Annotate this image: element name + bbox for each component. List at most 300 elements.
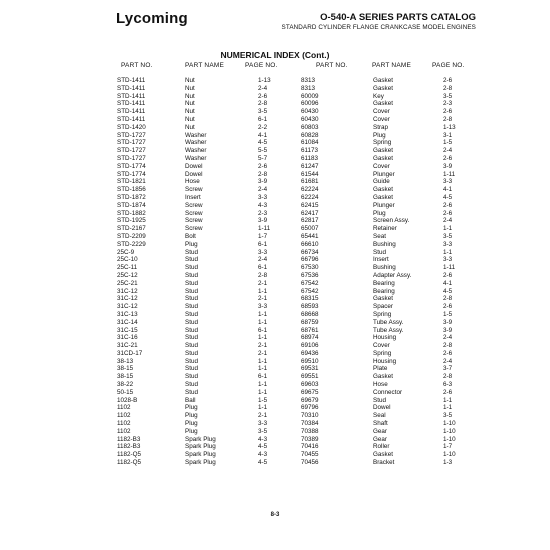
page-number-cell: 1-1 <box>443 404 453 412</box>
page-number-cell: 3-3 <box>443 256 453 264</box>
page-number-cell: 4-3 <box>258 201 268 209</box>
part-number-cell: 69106 <box>301 342 319 350</box>
page-number-cell: 4-5 <box>258 443 268 451</box>
left-header-part-no: PART NO. <box>121 62 153 69</box>
part-number-cell: 61084 <box>301 139 319 147</box>
part-name-cell: Stud <box>373 396 386 404</box>
page-number-cell: 1-1 <box>258 310 268 318</box>
page-number-cell: 3-9 <box>443 326 453 334</box>
page-number-cell: 2-4 <box>443 147 453 155</box>
page-number-cell: 2-1 <box>258 412 268 420</box>
part-number-cell: 25C-12 <box>117 271 138 279</box>
page-number-cell: 1-1 <box>258 404 268 412</box>
page-number-cell: 2-8 <box>443 295 453 303</box>
page-number-cell: 2-8 <box>258 271 268 279</box>
part-name-cell: Nut <box>185 123 195 131</box>
part-number-cell: 1102 <box>117 420 131 428</box>
page-number-cell: 1-1 <box>443 225 453 233</box>
page-number-cell: 3-5 <box>443 412 453 420</box>
page-number-cell: 1-7 <box>258 232 268 240</box>
part-number-cell: STD-1882 <box>117 209 146 217</box>
part-number-cell: 60096 <box>301 100 319 108</box>
page-number-cell: 3-5 <box>258 108 268 116</box>
part-name-cell: Stud <box>185 318 198 326</box>
part-number-cell: STD-2229 <box>117 240 146 248</box>
part-name-cell: Plug <box>185 420 198 428</box>
part-number-cell: STD-1411 <box>117 115 146 123</box>
section-title: NUMERICAL INDEX (Cont.) <box>220 50 330 60</box>
part-number-cell: 25C-21 <box>117 279 138 287</box>
page-number-cell: 4-5 <box>443 287 453 295</box>
part-number-cell: 68668 <box>301 310 319 318</box>
part-name-cell: Stud <box>185 310 198 318</box>
part-name-cell: Nut <box>185 115 195 123</box>
part-number-cell: 1182-Q5 <box>117 459 142 467</box>
part-number-cell: 69679 <box>301 396 319 404</box>
page-number-cell: 1-1 <box>258 388 268 396</box>
part-number-cell: 60430 <box>301 115 319 123</box>
part-name-cell: Stud <box>185 373 198 381</box>
part-name-cell: Plug <box>185 427 198 435</box>
part-name-cell: Screw <box>185 217 203 225</box>
page-number-cell: 1-3 <box>443 459 453 467</box>
part-number-cell: 70455 <box>301 451 319 459</box>
page-number-cell: 2-6 <box>258 92 268 100</box>
part-number-cell: 1182-Q5 <box>117 451 142 459</box>
page-number-cell: 2-6 <box>443 303 453 311</box>
page-number-cell: 3-3 <box>258 248 268 256</box>
part-name-cell: Gasket <box>373 84 393 92</box>
part-name-cell: Stud <box>185 279 198 287</box>
part-name-cell: Screw <box>185 225 203 233</box>
part-number-cell: STD-1774 <box>117 170 146 178</box>
page-number-cell: 2-8 <box>443 84 453 92</box>
part-number-cell: 38-13 <box>117 357 134 365</box>
part-name-cell: Stud <box>373 248 386 256</box>
page-number-cell: 1-5 <box>443 310 453 318</box>
page-number: 8-3 <box>270 512 280 518</box>
page-number-cell: 6-1 <box>258 326 268 334</box>
page-number-cell: 2-6 <box>443 201 453 209</box>
catalog-subtitle: STANDARD CYLINDER FLANGE CRANKCASE MODEL ENGINES <box>281 24 476 31</box>
part-name-cell: Stud <box>185 326 198 334</box>
part-name-cell: Spring <box>373 349 392 357</box>
part-number-cell: 60828 <box>301 131 319 139</box>
part-name-cell: Plug <box>185 404 198 412</box>
part-number-cell: STD-1420 <box>117 123 146 131</box>
page-number-cell: 3-5 <box>258 427 268 435</box>
part-name-cell: Gear <box>373 427 387 435</box>
page-number-cell: 3-9 <box>443 318 453 326</box>
part-number-cell: STD-2167 <box>117 225 146 233</box>
page-number-cell: 2-1 <box>258 295 268 303</box>
part-name-cell: Stud <box>185 271 198 279</box>
page-number-cell: 2-1 <box>258 342 268 350</box>
right-header-part-name: PART NAME <box>372 62 412 69</box>
part-name-cell: Seat <box>373 232 386 240</box>
part-name-cell: Connector <box>373 388 403 396</box>
part-number-cell: STD-1874 <box>117 201 146 209</box>
page-number-cell: 3-3 <box>443 240 453 248</box>
page-number-cell: 2-4 <box>258 84 268 92</box>
page-number-cell: 3-9 <box>443 162 453 170</box>
part-number-cell: 61183 <box>301 154 319 162</box>
part-name-cell: Stud <box>185 256 198 264</box>
part-name-cell: Plug <box>185 240 198 248</box>
page-number-cell: 3-5 <box>443 232 453 240</box>
page-number-cell: 1-10 <box>443 420 456 428</box>
page-number-cell: 2-8 <box>258 170 268 178</box>
part-name-cell: Seal <box>373 412 386 420</box>
part-number-cell: 69796 <box>301 404 319 412</box>
part-name-cell: Hose <box>373 381 388 389</box>
page-number-cell: 1-5 <box>258 396 268 404</box>
part-number-cell: STD-1727 <box>117 147 146 155</box>
left-header-part-name: PART NAME <box>185 62 225 69</box>
part-name-cell: Gasket <box>373 77 393 84</box>
right-header-part-no: PART NO. <box>316 62 348 69</box>
part-number-cell: 70388 <box>301 427 319 435</box>
part-name-cell: Stud <box>185 349 198 357</box>
part-name-cell: Housing <box>373 357 397 365</box>
part-name-cell: Gasket <box>373 186 393 194</box>
part-name-cell: Screen Assy. <box>373 217 410 225</box>
page-number-cell: 1-10 <box>443 435 456 443</box>
part-name-cell: Bearing <box>373 279 395 287</box>
page-number-cell: 2-6 <box>443 271 453 279</box>
part-name-cell: Plate <box>373 365 388 373</box>
part-name-cell: Nut <box>185 77 195 84</box>
part-number-cell: 62224 <box>301 186 319 194</box>
part-number-cell: 62417 <box>301 209 319 217</box>
page-number-cell: 2-4 <box>258 256 268 264</box>
part-name-cell: Cover <box>373 162 390 170</box>
page-number-cell: 3-7 <box>443 365 453 373</box>
page-number-cell: 3-9 <box>258 178 268 186</box>
part-number-cell: 67536 <box>301 271 319 279</box>
part-name-cell: Nut <box>185 108 195 116</box>
part-name-cell: Bushing <box>373 240 396 248</box>
page-number-cell: 2-8 <box>443 373 453 381</box>
part-name-cell: Key <box>373 92 384 100</box>
part-name-cell: Spacer <box>373 303 393 311</box>
part-number-cell: 66610 <box>301 240 319 248</box>
page-number-cell: 2-6 <box>443 388 453 396</box>
part-number-cell: 69675 <box>301 388 319 396</box>
part-number-cell: 1102 <box>117 427 131 435</box>
part-number-cell: 66734 <box>301 248 319 256</box>
page-number-cell: 4-5 <box>258 459 268 467</box>
page-number-cell: 6-3 <box>443 381 453 389</box>
part-name-cell: Gear <box>373 435 387 443</box>
part-number-cell: 31C-12 <box>117 295 138 303</box>
part-name-cell: Washer <box>185 131 207 139</box>
part-name-cell: Gasket <box>373 451 393 459</box>
part-name-cell: Dowel <box>373 404 391 412</box>
part-number-cell: 60430 <box>301 108 319 116</box>
page-number-cell: 6-1 <box>258 115 268 123</box>
part-name-cell: Nut <box>185 92 195 100</box>
part-number-cell: 69603 <box>301 381 319 389</box>
part-name-cell: Plunger <box>373 201 395 209</box>
part-number-cell: STD-1411 <box>117 77 146 84</box>
part-name-cell: Cover <box>373 342 390 350</box>
page-number-cell: 1-13 <box>443 123 456 131</box>
part-name-cell: Insert <box>185 193 201 201</box>
part-number-cell: 68759 <box>301 318 319 326</box>
page-number-cell: 2-4 <box>443 217 453 225</box>
part-name-cell: Ball <box>185 396 196 404</box>
part-number-cell: 69531 <box>301 365 319 373</box>
part-number-cell: 68974 <box>301 334 319 342</box>
page-number-cell: 2-3 <box>258 209 268 217</box>
page-number-cell: 1-11 <box>258 225 271 233</box>
part-name-cell: Tube Assy. <box>373 326 404 334</box>
part-number-cell: 60009 <box>301 92 319 100</box>
part-name-cell: Dowel <box>185 162 203 170</box>
part-number-cell: 70389 <box>301 435 319 443</box>
page-number-cell: 1-1 <box>258 287 268 295</box>
part-name-cell: Washer <box>185 154 207 162</box>
part-number-cell: 25C-10 <box>117 256 138 264</box>
part-number-cell: 1102 <box>117 404 131 412</box>
part-name-cell: Plug <box>373 131 386 139</box>
part-name-cell: Stud <box>185 287 198 295</box>
part-number-cell: 65441 <box>301 232 319 240</box>
page-number-cell: 4-1 <box>258 131 268 139</box>
part-name-cell: Strap <box>373 123 389 131</box>
part-number-cell: 25C-11 <box>117 264 138 272</box>
part-number-cell: 61173 <box>301 147 319 155</box>
part-name-cell: Bracket <box>373 459 395 467</box>
part-number-cell: 61544 <box>301 170 319 178</box>
page-number-cell: 1-1 <box>258 365 268 373</box>
part-name-cell: Spark Plug <box>185 435 216 443</box>
page-number-cell: 4-1 <box>443 279 453 287</box>
page-number-cell: 2-2 <box>258 123 268 131</box>
part-name-cell: Screw <box>185 201 203 209</box>
part-name-cell: Bushing <box>373 264 396 272</box>
page-number-cell: 2-1 <box>258 349 268 357</box>
part-name-cell: Stud <box>185 248 198 256</box>
part-name-cell: Housing <box>373 334 397 342</box>
part-name-cell: Plug <box>185 412 198 420</box>
page-number-cell: 3-3 <box>258 303 268 311</box>
part-number-cell: 68761 <box>301 326 319 334</box>
page-number-cell: 4-5 <box>258 139 268 147</box>
page-number-cell: 2-3 <box>443 100 453 108</box>
part-name-cell: Spark Plug <box>185 451 216 459</box>
part-name-cell: Stud <box>185 334 198 342</box>
page-number-cell: 4-3 <box>258 435 268 443</box>
page-number-cell: 1-1 <box>258 318 268 326</box>
page-number-cell: 1-5 <box>443 139 453 147</box>
page-number-cell: 1-10 <box>443 427 456 435</box>
part-number-cell: 70310 <box>301 412 319 420</box>
part-name-cell: Cover <box>373 108 390 116</box>
part-name-cell: Tube Assy. <box>373 318 404 326</box>
part-number-cell: 31C-12 <box>117 287 138 295</box>
left-header-page-no: PAGE NO. <box>245 62 278 69</box>
part-name-cell: Washer <box>185 139 207 147</box>
page-number-cell: 3-3 <box>258 193 268 201</box>
part-name-cell: Stud <box>185 388 198 396</box>
part-name-cell: Retainer <box>373 225 397 233</box>
part-number-cell: 38-22 <box>117 381 134 389</box>
part-number-cell: STD-1774 <box>117 162 146 170</box>
page-number-cell: 2-8 <box>443 342 453 350</box>
part-number-cell: 70456 <box>301 459 319 467</box>
part-number-cell: 62817 <box>301 217 319 225</box>
part-name-cell: Spark Plug <box>185 443 216 451</box>
page-number-cell: 2-4 <box>258 186 268 194</box>
part-number-cell: 68593 <box>301 303 319 311</box>
part-name-cell: Stud <box>185 264 198 272</box>
part-name-cell: Screw <box>185 209 203 217</box>
page-number-cell: 3-3 <box>443 178 453 186</box>
part-number-cell: 31C-12 <box>117 303 138 311</box>
part-name-cell: Plug <box>373 209 386 217</box>
part-number-cell: 8313 <box>301 77 316 84</box>
part-name-cell: Plunger <box>373 170 395 178</box>
page-number-cell: 2-6 <box>443 209 453 217</box>
part-number-cell: 62415 <box>301 201 319 209</box>
part-name-cell: Spring <box>373 139 392 147</box>
lycoming-logo: Lycoming <box>116 10 188 27</box>
page-number-cell: 2-8 <box>443 115 453 123</box>
part-name-cell: Insert <box>373 256 389 264</box>
part-name-cell: Cover <box>373 115 390 123</box>
part-name-cell: Stud <box>185 381 198 389</box>
part-number-cell: 69436 <box>301 349 319 357</box>
part-number-cell: STD-2209 <box>117 232 146 240</box>
page-number-cell: 2-8 <box>258 100 268 108</box>
part-name-cell: Spark Plug <box>185 459 216 467</box>
page-number-cell: 2-1 <box>258 279 268 287</box>
part-number-cell: 31C-21 <box>117 342 138 350</box>
page-number-cell: 5-7 <box>258 154 268 162</box>
part-name-cell: Gasket <box>373 295 393 303</box>
right-header-page-no: PAGE NO. <box>432 62 465 69</box>
part-number-cell: 8313 <box>301 84 316 92</box>
part-name-cell: Nut <box>185 84 195 92</box>
part-number-cell: 67530 <box>301 264 319 272</box>
part-number-cell: STD-1411 <box>117 108 146 116</box>
part-number-cell: 69551 <box>301 373 319 381</box>
page-number-cell: 4-3 <box>258 451 268 459</box>
part-name-cell: Gasket <box>373 373 393 381</box>
page-number-cell: 2-6 <box>443 77 453 84</box>
part-number-cell: 67542 <box>301 279 319 287</box>
part-number-cell: STD-1411 <box>117 84 146 92</box>
part-name-cell: Stud <box>185 365 198 373</box>
page-number-cell: 4-5 <box>443 193 453 201</box>
part-name-cell: Bearing <box>373 287 395 295</box>
part-name-cell: Washer <box>185 147 207 155</box>
part-name-cell: Nut <box>185 100 195 108</box>
part-name-cell: Stud <box>185 303 198 311</box>
part-number-cell: STD-1411 <box>117 100 146 108</box>
page-number-cell: 3-5 <box>443 92 453 100</box>
page-number-cell: 2-6 <box>443 108 453 116</box>
page-number-cell: 1-1 <box>443 396 453 404</box>
part-number-cell: 50-15 <box>117 388 134 396</box>
part-number-cell: 38-15 <box>117 373 134 381</box>
part-name-cell: Stud <box>185 357 198 365</box>
catalog-title: O-540-A SERIES PARTS CATALOG <box>320 12 476 23</box>
part-number-cell: 31C-16 <box>117 334 138 342</box>
part-name-cell: Gasket <box>373 154 393 162</box>
part-number-cell: 61247 <box>301 162 319 170</box>
part-number-cell: 31CD-17 <box>117 349 143 357</box>
page-number-cell: 1-11 <box>443 264 456 272</box>
part-number-cell: 65007 <box>301 225 319 233</box>
part-name-cell: Dowel <box>185 170 203 178</box>
part-number-cell: STD-1727 <box>117 131 146 139</box>
page-number-cell: 1-1 <box>258 357 268 365</box>
part-name-cell: Adapter Assy. <box>373 271 412 279</box>
part-name-cell: Gasket <box>373 147 393 155</box>
part-number-cell: 1182-B3 <box>117 443 141 451</box>
part-name-cell: Spring <box>373 310 392 318</box>
part-name-cell: Gasket <box>373 100 393 108</box>
part-number-cell: STD-1727 <box>117 154 146 162</box>
part-name-cell: Guide <box>373 178 390 186</box>
page-number-cell: 2-6 <box>443 349 453 357</box>
part-number-cell: 38-15 <box>117 365 134 373</box>
page-number-cell: 2-4 <box>443 357 453 365</box>
part-number-cell: 66796 <box>301 256 319 264</box>
page-number-cell: 6-1 <box>258 373 268 381</box>
part-name-cell: Hose <box>185 178 200 186</box>
page-number-cell: 3-1 <box>443 131 453 139</box>
page-number-cell: 1-10 <box>443 451 456 459</box>
page-number-cell: 5-5 <box>258 147 268 155</box>
part-number-cell: 1102 <box>117 412 131 420</box>
part-number-cell: STD-1821 <box>117 178 146 186</box>
part-number-cell: STD-1856 <box>117 186 146 194</box>
part-name-cell: Bolt <box>185 232 196 240</box>
part-number-cell: 67542 <box>301 287 319 295</box>
part-name-cell: Gasket <box>373 193 393 201</box>
page-number-cell: 4-1 <box>443 186 453 194</box>
part-number-cell: 1182-B3 <box>117 435 141 443</box>
page-number-cell: 3-9 <box>258 217 268 225</box>
part-number-cell: 31C-14 <box>117 318 138 326</box>
page-number-cell: 6-1 <box>258 240 268 248</box>
part-number-cell: STD-1727 <box>117 139 146 147</box>
part-number-cell: 62224 <box>301 193 319 201</box>
part-number-cell: 69510 <box>301 357 319 365</box>
part-number-cell: 70416 <box>301 443 319 451</box>
page-number-cell: 1-11 <box>443 170 456 178</box>
part-number-cell: 70384 <box>301 420 319 428</box>
page-number-cell: 1-7 <box>443 443 453 451</box>
part-number-cell: STD-1872 <box>117 193 146 201</box>
part-name-cell: Roller <box>373 443 390 451</box>
page-number-cell: 6-1 <box>258 264 268 272</box>
page-number-cell: 2-6 <box>258 162 268 170</box>
part-number-cell: 25C-9 <box>117 248 135 256</box>
part-number-cell: 31C-13 <box>117 310 138 318</box>
part-number-cell: 31C-15 <box>117 326 138 334</box>
page-number-cell: 1-13 <box>258 77 271 84</box>
page-number-cell: 1-1 <box>258 381 268 389</box>
part-number-cell: 60803 <box>301 123 319 131</box>
part-number-cell: 1028-B <box>117 396 138 404</box>
part-name-cell: Stud <box>185 342 198 350</box>
part-name-cell: Screw <box>185 186 203 194</box>
